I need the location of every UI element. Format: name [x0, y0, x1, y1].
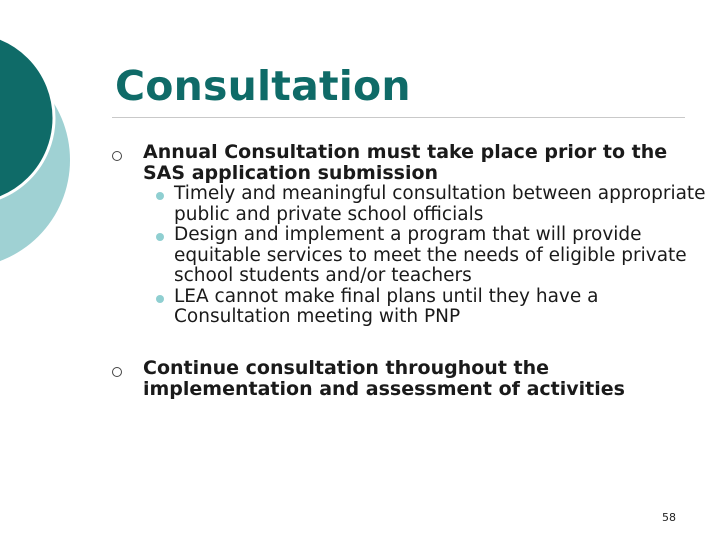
filled-dot-bullet-icon [156, 192, 164, 200]
bullet-item [112, 142, 707, 328]
hollow-circle-bullet-icon [112, 367, 122, 377]
sub-bullet-item [143, 225, 707, 287]
sub-bullet-text: LEA cannot make final plans until they have a Consultation meeting with PNP [174, 285, 599, 327]
sub-bullet-list [143, 184, 707, 328]
title-divider [112, 117, 685, 118]
hollow-circle-bullet-icon [112, 151, 122, 161]
bullet-item [112, 358, 707, 400]
bullet-text: Annual Consultation must take place prior to the SAS application submission [143, 141, 668, 184]
slide-title: Consultation [115, 62, 411, 110]
sub-bullet-text: Timely and meaningful consultation between appropriate public and private school officials [174, 183, 706, 225]
spacer [112, 328, 707, 358]
bullet-text: Continue consultation throughout the implementation and assessment of activities [143, 356, 625, 400]
filled-dot-bullet-icon [156, 233, 164, 241]
page-number: 58 [662, 511, 676, 524]
slide-body [112, 142, 707, 400]
filled-dot-bullet-icon [156, 295, 164, 303]
sub-bullet-item [143, 287, 707, 328]
sub-bullet-text: Design and implement a program that will provide equitable services to meet the needs of eligible private school students and/or teachers [174, 224, 687, 286]
decorative-circles [0, 0, 120, 290]
sub-bullet-item [143, 184, 707, 225]
